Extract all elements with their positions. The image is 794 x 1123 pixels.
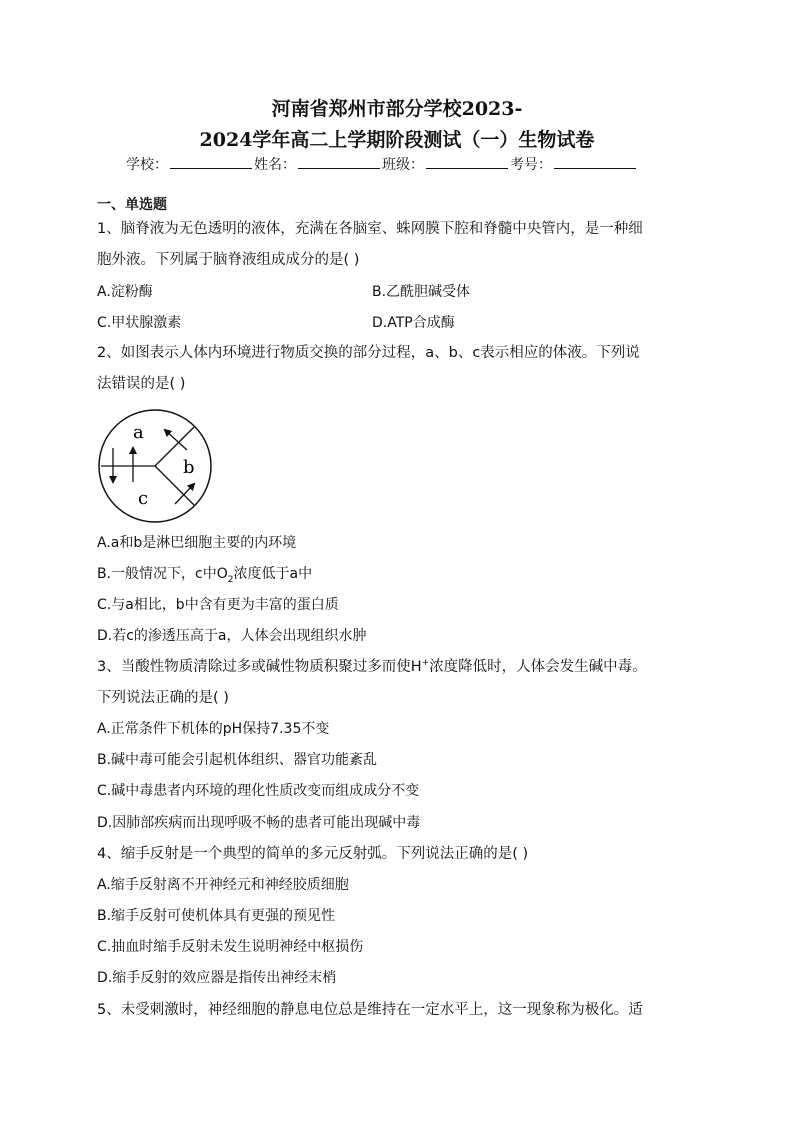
class-field[interactable]	[426, 154, 508, 169]
q2-option-c[interactable]: C.与a相比，b中含有更为丰富的蛋白质	[97, 597, 339, 613]
arrow-b-to-a	[165, 430, 187, 450]
name-field[interactable]	[298, 154, 380, 169]
q4-option-c[interactable]: C.抽血时缩手反射未发生说明神经中枢损伤	[97, 939, 364, 955]
q3-option-c[interactable]: C.碱中毒患者内环境的理化性质改变而组成成分不变	[97, 783, 420, 799]
body-fluid-exchange-diagram	[97, 408, 213, 524]
q3-stem-line1: 3、当酸性物质清除过多或碱性物质积聚过多而使H+浓度降低时，人体会发生碱中毒。	[97, 658, 647, 675]
section-heading: 一、单选题	[97, 197, 167, 213]
q2-option-d[interactable]: D.若c的渗透压高于a，人体会出现组织水肿	[97, 628, 367, 644]
q2-option-a[interactable]: A.a和b是淋巴细胞主要的内环境	[97, 535, 297, 551]
name-label: 姓名：	[254, 157, 296, 173]
q2-stem-line2: 法错误的是( )	[97, 376, 186, 392]
exam-number-field[interactable]	[554, 154, 636, 169]
q2-stem-line1: 2、如图表示人体内环境进行物质交换的部分过程，a、b、c表示相应的体液。下列说	[97, 345, 640, 361]
exam-title-line1: 河南省郑州市部分学校2023-	[271, 98, 523, 120]
q1-stem-line1: 1、脑脊液为无色透明的液体，充满在各脑室、蛛网膜下腔和脊髓中央管内，是一种细	[97, 221, 643, 237]
label-a: a	[133, 422, 144, 443]
q4-option-d[interactable]: D.缩手反射的效应器是指传出神经末梢	[97, 970, 337, 986]
q2-option-b[interactable]: B.一般情况下，c中$O_2$浓度低于a中	[97, 566, 313, 585]
q1-stem-line2: 胞外液。下列属于脑脊液组成成分的是( )	[97, 252, 360, 268]
q4-stem: 4、缩手反射是一个典型的简单的多元反射弧。下列说法正确的是( )	[97, 846, 529, 862]
q1-option-a[interactable]: A.淀粉酶	[97, 284, 153, 300]
school-label: 学校：	[126, 157, 168, 173]
q3-option-a[interactable]: A.正常条件下机体的pH保持7.35不变	[97, 721, 330, 737]
exam-title-line2: 2024学年高二上学期阶段测试（一）生物试卷	[199, 129, 595, 151]
q4-option-b[interactable]: B.缩手反射可使机体具有更强的预见性	[97, 908, 336, 924]
student-info-row	[126, 154, 638, 174]
exam-number-label: 考号：	[510, 157, 552, 173]
q3-stem-line2: 下列说法正确的是( )	[97, 690, 229, 706]
class-label: 班级：	[382, 157, 424, 173]
q1-option-c[interactable]: C.甲状腺激素	[97, 315, 182, 331]
school-field[interactable]	[170, 154, 252, 169]
arrow-c-to-b	[175, 484, 194, 504]
q1-option-d[interactable]: D.ATP合成酶	[372, 315, 455, 331]
q3-option-b[interactable]: B.碱中毒可能会引起机体组织、器官功能紊乱	[97, 752, 378, 768]
q3-option-d[interactable]: D.因肺部疾病而出现呼吸不畅的患者可能出现碱中毒	[97, 815, 421, 831]
q4-option-a[interactable]: A.缩手反射离不开神经元和神经胶质细胞	[97, 877, 349, 893]
label-b: b	[183, 457, 195, 478]
q1-option-b[interactable]: B.乙酰胆碱受体	[372, 284, 471, 300]
q5-stem-line1: 5、未受刺激时，神经细胞的静息电位总是维持在一定水平上，这一现象称为极化。适	[97, 1002, 643, 1018]
label-c: c	[138, 488, 149, 509]
